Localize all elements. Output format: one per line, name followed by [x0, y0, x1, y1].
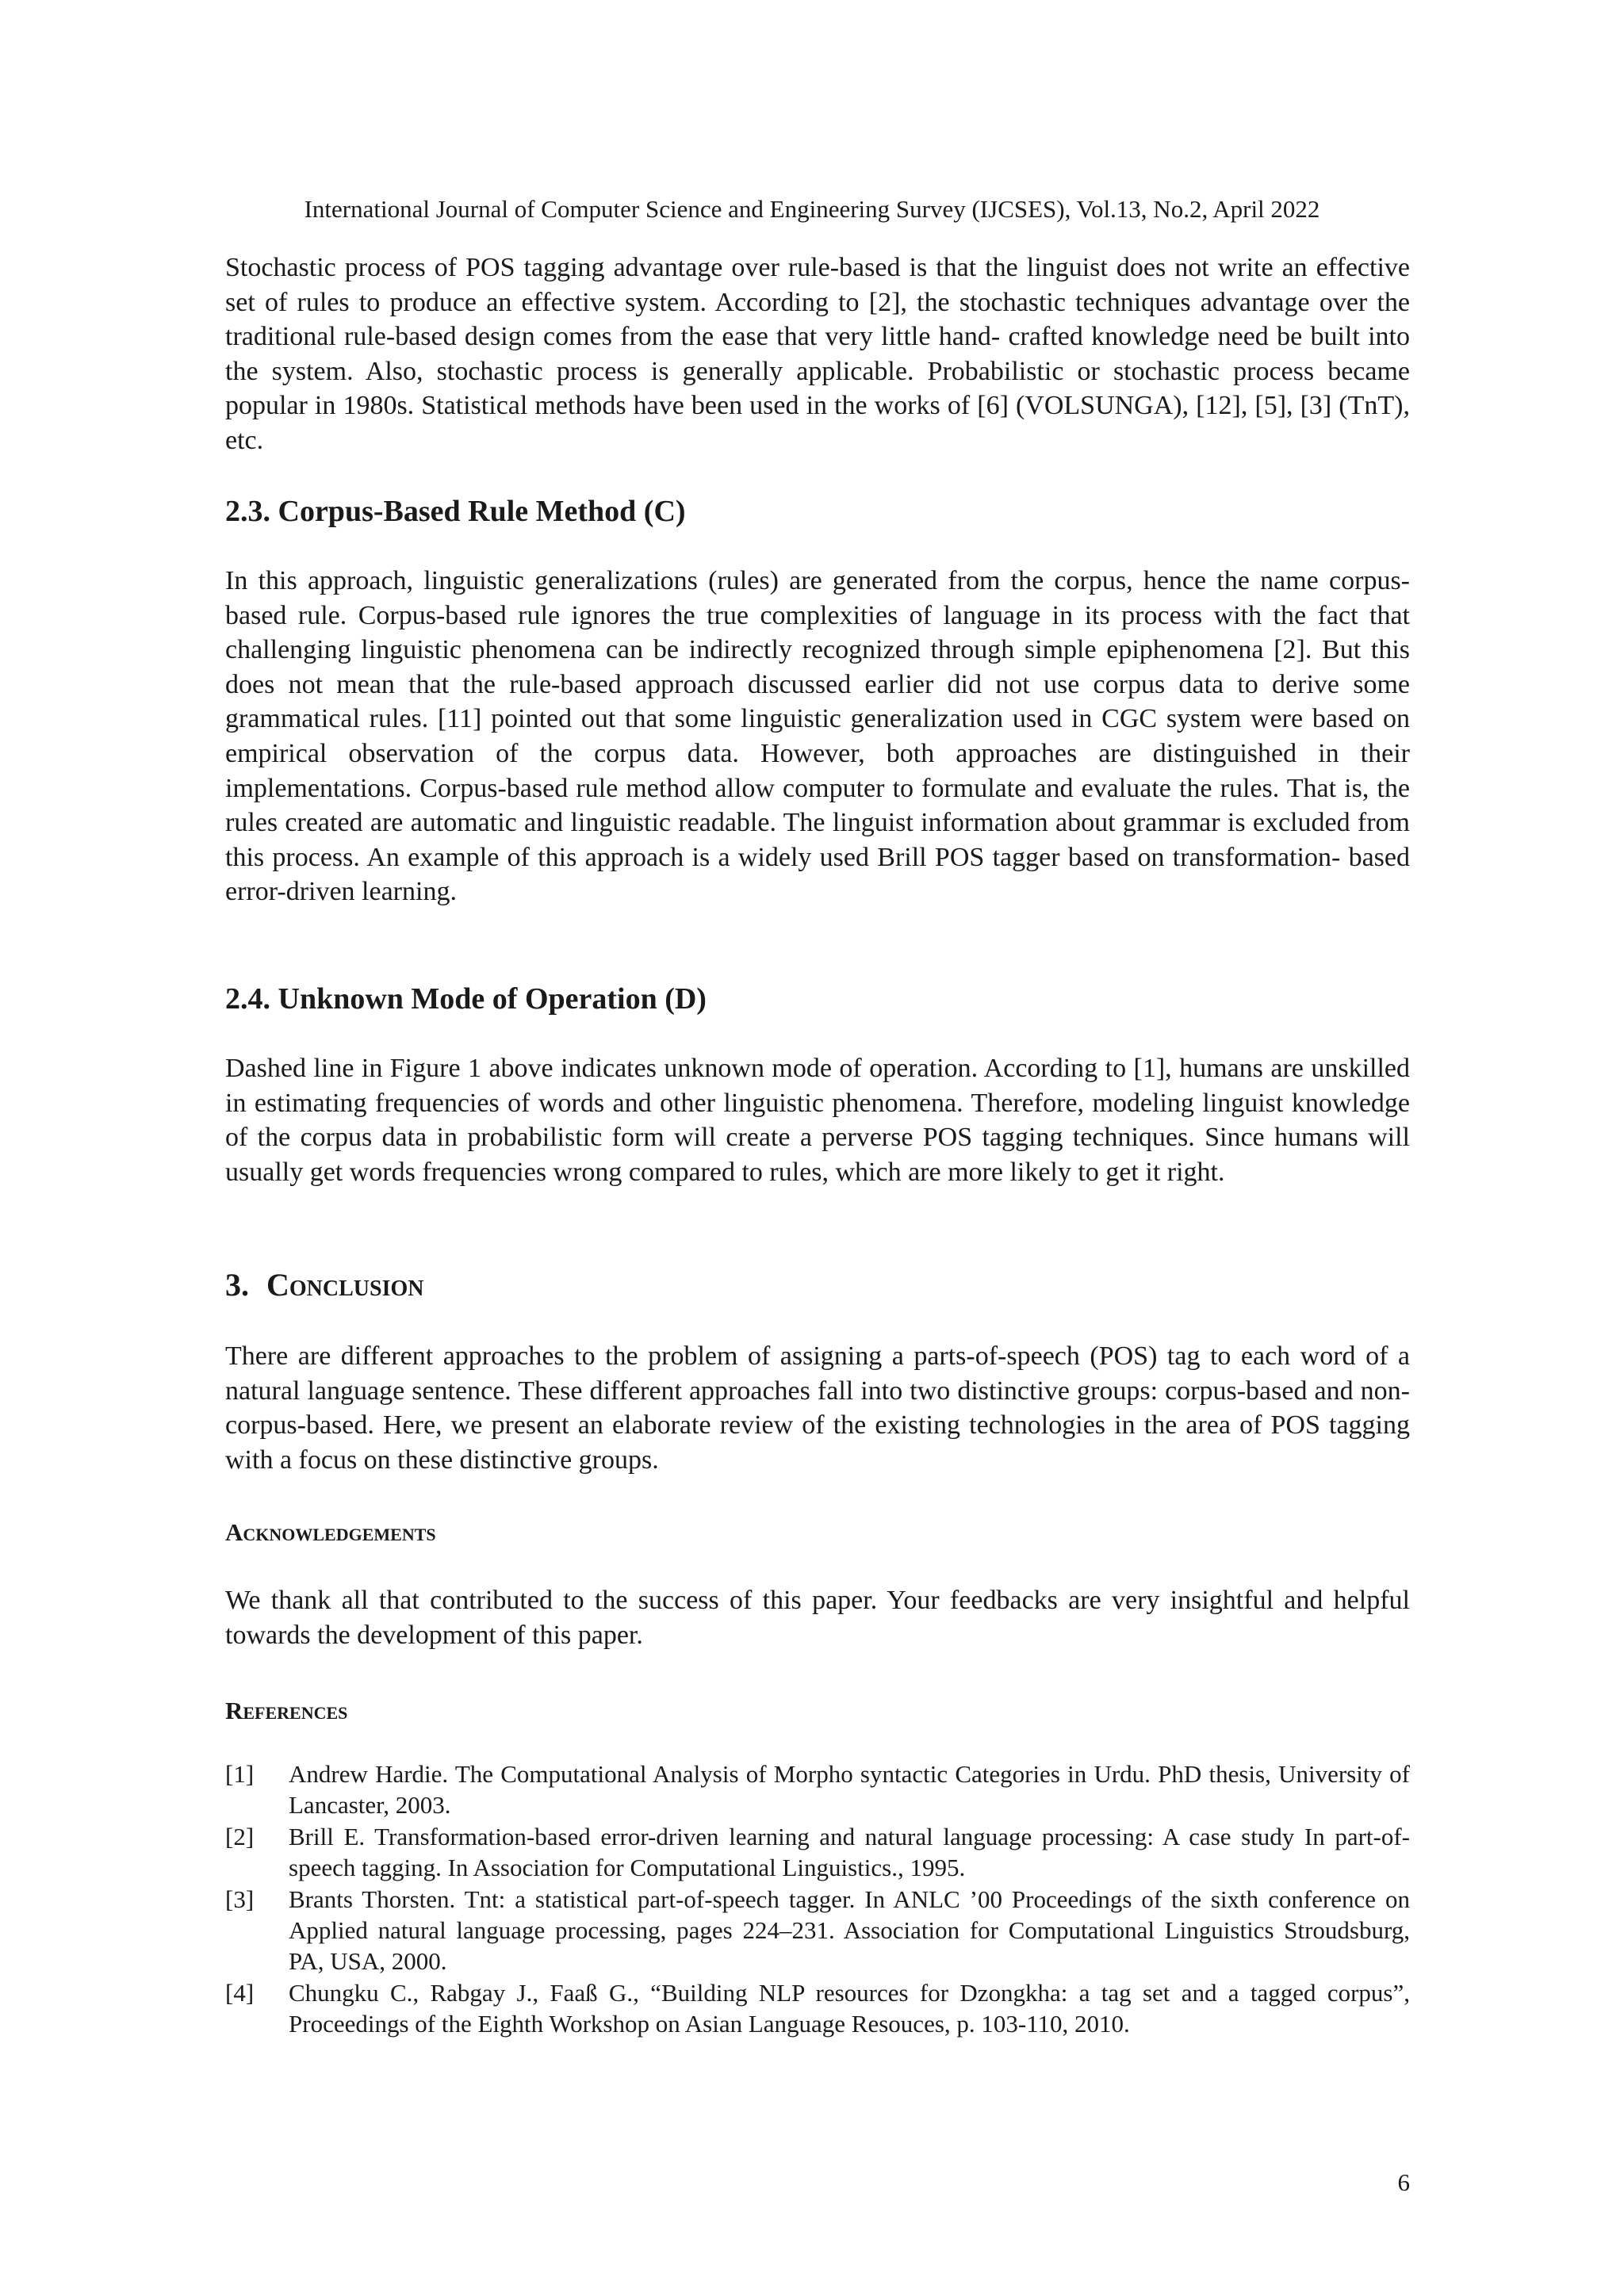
page-number: 6 — [1397, 2168, 1410, 2196]
reference-list — [225, 1758, 1410, 2040]
reference-item — [225, 1758, 1410, 1821]
section-3-title: Conclusion — [266, 1267, 424, 1303]
reference-number: [4] — [225, 1978, 255, 2007]
reference-item — [225, 1884, 1410, 1977]
section-3-paragraph: There are different approaches to the problem of assigning a parts-of-speech (POS) tag to each word of a natural language sentence. These different approaches fall into two distinctive groups: corpus-based and non-corpus-based. Here, we present an elaborate review of the existing technologies in the area of POS tagging with a focus on these distinctive groups. — [225, 1341, 1410, 1475]
section-2-3-paragraph: In this approach, linguistic generalizations (rules) are generated from the corpus, hence the name corpus-based rule. Corpus-based rule ignores the true complexities of language in its process with the fact that challenging linguistic phenomena can be indirectly recognized through simple epiphenomena [2]. But this does not mean that the rule-based approach discussed earlier did not use corpus data to derive some grammatical rules. [11] pointed out that some linguistic generalization used in CGC system were based on empirical observation of the corpus data. However, both approaches are distinguished in their implementations. Corpus-based rule method allow computer to formulate and evaluate the rules. That is, the rules created are automatic and linguistic readable. The linguist information about grammar is excluded from this process. An example of this approach is a widely used Brill POS tagger based on transformation- based error-driven learning. — [225, 566, 1410, 907]
section-2-4 — [225, 1051, 1410, 1189]
section-2-4-heading: 2.4. Unknown Mode of Operation (D) — [225, 982, 707, 1016]
references-heading: References — [225, 1697, 348, 1724]
reference-text: Chungku C., Rabgay J., Faaß G., “Building NLP resources for Dzongkha: a tag set and a tagged corpus”, Proceedings of the Eighth Workshop on Asian Language Resouces, p. 103-110, 2010. — [289, 1978, 1410, 2038]
section-3-number: 3. — [225, 1267, 249, 1303]
reference-text: Brants Thorsten. Tnt: a statistical part-of-speech tagger. In ANLC ’00 Proceedings of the sixth conference on Applied natural language processing, pages 224–231. Association for Computational Linguistics Stroudsburg, PA, USA, 2000. — [289, 1885, 1410, 1976]
acknowledgements-section — [225, 1583, 1410, 1652]
intro-paragraph: Stochastic process of POS tagging advantage over rule-based is that the linguist does not write an effective set of rules to produce an effective system. According to [2], the stochastic techniques advantage over the traditional rule-based design comes from the ease that very little hand- crafted knowledge need be built into the system. Also, stochastic process is generally applicable. Probabilistic or stochastic process became popular in 1980s. Statistical methods have been used in the works of [6] (VOLSUNGA), [12], [5], [3] (TnT), etc. — [225, 253, 1410, 455]
reference-number: [1] — [225, 1760, 255, 1788]
journal-header: International Journal of Computer Science and Engineering Survey (IJCSES), Vol.13, No.2, April 2022 — [304, 195, 1320, 223]
acknowledgements-heading: Acknowledgements — [225, 1518, 436, 1546]
reference-item — [225, 1977, 1410, 2040]
section-2-4-paragraph: Dashed line in Figure 1 above indicates unknown mode of operation. According to [1], humans are unskilled in estimating frequencies of words and other linguistic phenomena. Therefore, modeling linguist knowledge of the corpus data in probabilistic form will create a perverse POS tagging techniques. Since humans will usually get words frequencies wrong compared to rules, which are more likely to get it right. — [225, 1054, 1410, 1187]
reference-number: [3] — [225, 1885, 255, 1913]
intro-section — [225, 251, 1410, 458]
reference-text: Andrew Hardie. The Computational Analysis of Morpho syntactic Categories in Urdu. PhD thesis, University of Lancaster, 2003. — [289, 1760, 1410, 1820]
reference-text: Brill E. Transformation-based error-driven learning and natural language processing: A case study In part-of-speech tagging. In Association for Computational Linguistics., 1995. — [289, 1822, 1410, 1882]
section-3-heading — [225, 1267, 423, 1303]
reference-item — [225, 1821, 1410, 1884]
section-3 — [225, 1339, 1410, 1477]
section-2-3 — [225, 564, 1410, 909]
acknowledgements-paragraph: We thank all that contributed to the success of this paper. Your feedbacks are very insightful and helpful towards the development of this paper. — [225, 1586, 1410, 1650]
reference-number: [2] — [225, 1822, 255, 1850]
section-2-3-heading: 2.3. Corpus-Based Rule Method (C) — [225, 495, 686, 528]
